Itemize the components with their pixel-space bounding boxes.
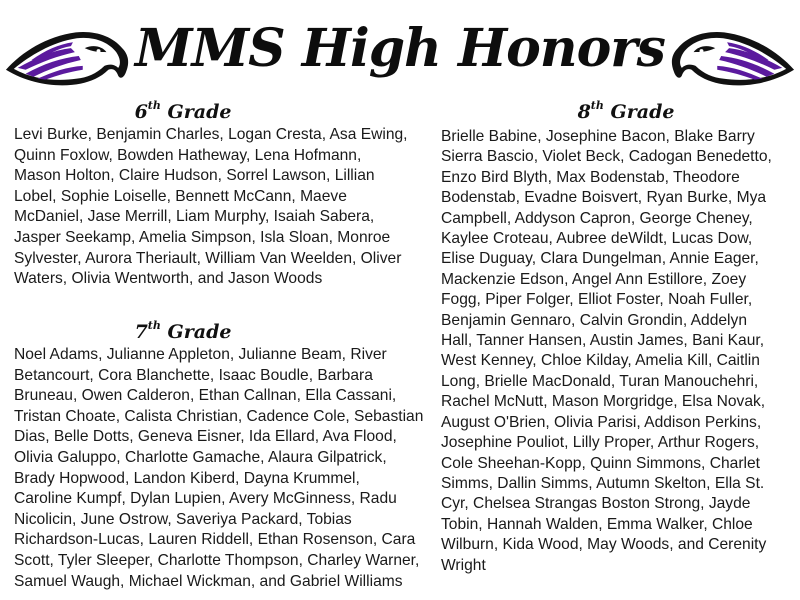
- honor-list-line: Brielle Babine, Josephine Bacon, Blake Barry: [441, 128, 755, 145]
- honor-list-line: Kaylee Croteau, Aubree deWildt, Lucas Dow,: [441, 230, 753, 248]
- honor-list-line: Wright: [441, 556, 486, 574]
- grade-suffix: th: [147, 99, 161, 112]
- honor-list-line: Cole Sheehan-Kopp, Quinn Simmons, Charlet: [441, 454, 760, 472]
- honor-list-line: Long, Brielle MacDonald, Turan Manouchehri,: [441, 372, 759, 390]
- honor-list-line: Tristan Choate, Calista Christian, Cadence Cole, Sebastian: [14, 407, 424, 425]
- honor-list-line: Cyr, Chelsea Strangas Boston Strong, Jayde: [441, 495, 751, 513]
- honor-list-line: Caroline Kumpf, Dylan Lupien, Avery McGinness, Radu: [14, 490, 397, 508]
- grade-number: 8: [577, 101, 591, 123]
- grade-number: 6: [134, 101, 148, 123]
- page-title: MMS High Honors: [135, 18, 665, 79]
- honor-list-line: Dias, Belle Dotts, Geneva Eisner, Ida Ellard, Ava Flood,: [14, 428, 397, 446]
- grade-8-honor-list: [441, 127, 772, 576]
- honor-list-line: Hall, Tanner Hansen, Austin James, Bani Kaur,: [441, 332, 765, 350]
- honor-list-line: August O'Brien, Olivia Parisi, Addison Perkins,: [441, 413, 762, 431]
- grade-suffix: th: [590, 99, 604, 112]
- honor-list-line: Lobel, Sophie Loiselle, Bennett McCann, Maeve: [14, 187, 347, 205]
- honor-list-line: Sylvester, Aurora Theriault, William Van Weelden, Oliver: [14, 249, 402, 267]
- honor-list-line: Nicolicin, June Ostrow, Saveriya Packard, Tobias: [14, 510, 352, 528]
- honor-list-line: Quinn Foxlow, Bowden Hatheway, Lena Hofmann,: [14, 146, 362, 164]
- grade-suffix: th: [147, 319, 161, 332]
- honor-list-line: Betancourt, Cora Blanchette, Isaac Boudle, Barbara: [14, 366, 373, 384]
- grade-7-honor-list: [14, 345, 423, 592]
- grade-6-heading: [83, 101, 283, 123]
- honor-list-line: Benjamin Gennaro, Calvin Grondin, Addelyn: [441, 311, 747, 329]
- honor-list-line: Jasper Seekamp, Amelia Simpson, Isla Sloan, Monroe: [14, 228, 391, 246]
- honor-list-line: Wilburn, Kida Wood, May Woods, and Cerenity: [441, 536, 767, 554]
- honor-list-line: Simms, Dallin Simms, Autumn Skelton, Ella St.: [441, 474, 765, 492]
- honor-list-line: Bruneau, Owen Calderon, Ethan Callnan, Ella Cassani,: [14, 387, 397, 405]
- honor-list-line: Sierra Bascio, Violet Beck, Cadogan Benedetto,: [441, 148, 772, 166]
- honor-list-line: Enzo Bird Blyth, Max Bodenstab, Theodore: [441, 168, 740, 186]
- grade-6-honor-list: [14, 125, 408, 290]
- grade-7-heading: [83, 321, 283, 343]
- honor-list-line: Mason Holton, Claire Hudson, Sorrel Lawson, Lillian: [14, 167, 375, 185]
- honor-list-line: West Kenney, Chloe Kilday, Amelia Kill, Caitlin: [441, 352, 760, 370]
- honor-list-line: Tobin, Hannah Walden, Emma Walker, Chloe: [441, 515, 753, 533]
- honor-list-line: Fogg, Piper Folger, Elliot Foster, Noah Fuller,: [441, 291, 753, 309]
- honor-list-line: Campbell, Addyson Capron, George Cheney,: [441, 209, 753, 227]
- honor-list-line: Samuel Waugh, Michael Wickman, and Gabriel Williams: [14, 572, 403, 590]
- grade-label: Grade: [167, 101, 232, 123]
- honor-list-line: McDaniel, Jase Merrill, Liam Murphy, Isaiah Sabera,: [14, 208, 375, 226]
- honor-list-line: Elise Duguay, Clara Dungelman, Annie Eager,: [441, 250, 759, 268]
- eagle-mascot-icon-right: [668, 22, 798, 92]
- honor-list-line: Richardson-Lucas, Lauren Riddell, Ethan Rosenson, Cara: [14, 531, 416, 549]
- grade-8-heading: [526, 101, 726, 123]
- grade-number: 7: [134, 321, 148, 343]
- honor-list-line: Rachel McNutt, Mason Morgridge, Elsa Novak,: [441, 393, 766, 411]
- honor-list-line: Levi Burke, Benjamin Charles, Logan Cresta, Asa Ewing,: [14, 126, 408, 143]
- honor-list-line: Mackenzie Edson, Angel Ann Estillore, Zoey: [441, 270, 747, 288]
- grade-label: Grade: [167, 321, 232, 343]
- honor-list-line: Josephine Pouliot, Lilly Proper, Arthur Rogers,: [441, 434, 760, 452]
- honor-list-line: Brady Hopwood, Landon Kiberd, Dayna Krummel,: [14, 469, 360, 487]
- grade-label: Grade: [610, 101, 675, 123]
- honor-list-line: Waters, Olivia Wentworth, and Jason Woods: [14, 270, 323, 288]
- honor-list-line: Olivia Galuppo, Charlotte Gamache, Alaura Gilpatrick,: [14, 448, 387, 466]
- honor-list-line: Bodenstab, Evadne Boisvert, Ryan Burke, Mya: [441, 189, 767, 207]
- honor-list-line: Scott, Tyler Sleeper, Charlotte Thompson, Charley Warner,: [14, 551, 420, 569]
- honor-list-line: Noel Adams, Julianne Appleton, Julianne Beam, River: [14, 346, 387, 363]
